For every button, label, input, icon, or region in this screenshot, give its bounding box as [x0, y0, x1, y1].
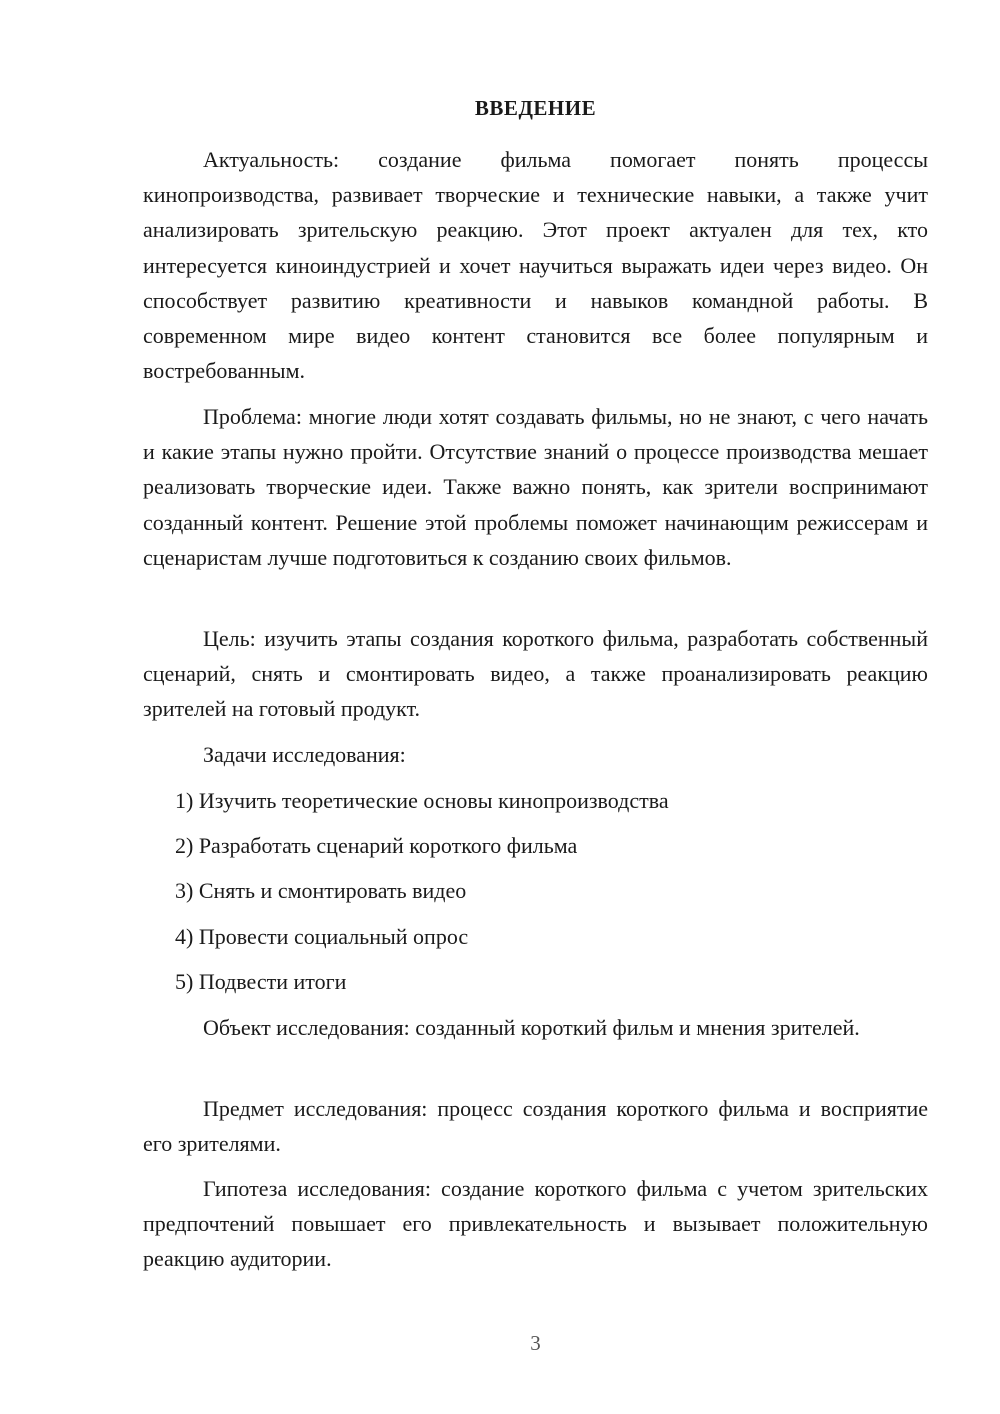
page-number: 3	[530, 1331, 541, 1355]
tasks-heading: Задачи исследования:	[203, 742, 406, 767]
task-item-3: 3) Снять и смонтировать видео	[175, 878, 467, 903]
task-item-5: 5) Подвести итоги	[175, 969, 347, 994]
goal-paragraph: Цель: изучить этапы создания короткого фильма, разработать собственный сценарий, снять и смонтировать видео, а также проанализировать реакцию зрителей на готовый продукт.	[143, 626, 928, 722]
page-title: ВВЕДЕНИЕ	[474, 96, 597, 120]
subject-paragraph: Предмет исследования: процесс создания короткого фильма и восприятие его зрителями.	[143, 1096, 928, 1157]
task-item-4: 4) Провести социальный опрос	[175, 924, 469, 949]
document-page	[143, 0, 928, 1414]
hypothesis-paragraph: Гипотеза исследования: создание короткого фильма с учетом зрительских предпочтений повышает его привлекательность и вызывает положительную реакцию аудитории.	[143, 1176, 928, 1272]
object-paragraph: Объект исследования: созданный короткий фильм и мнения зрителей.	[203, 1015, 860, 1040]
task-item-2: 2) Разработать сценарий короткого фильма	[175, 833, 578, 858]
relevance-paragraph: Актуальность: создание фильма помогает понять процессы кинопроизводства, развивает творческие и технические навыки, а также учит анализировать зрительскую реакцию. Этот проект актуален для тех, кто интересуется киноиндустрией и хочет научиться выражать идеи через видео. Он способствует развитию креативности и навыков командной работы. В современном мире видео контент становится все более популярным и востребованным.	[143, 147, 928, 384]
task-item-1: 1) Изучить теоретические основы кинопроизводства	[175, 788, 669, 813]
problem-paragraph: Проблема: многие люди хотят создавать фильмы, но не знают, с чего начать и какие этапы нужно пройти. Отсутствие знаний о процессе производства мешает реализовать творческие идеи. Также важно понять, как зрители воспринимают созданный контент. Решение этой проблемы поможет начинающим режиссерам и сценаристам лучше подготовиться к созданию своих фильмов.	[143, 404, 928, 570]
